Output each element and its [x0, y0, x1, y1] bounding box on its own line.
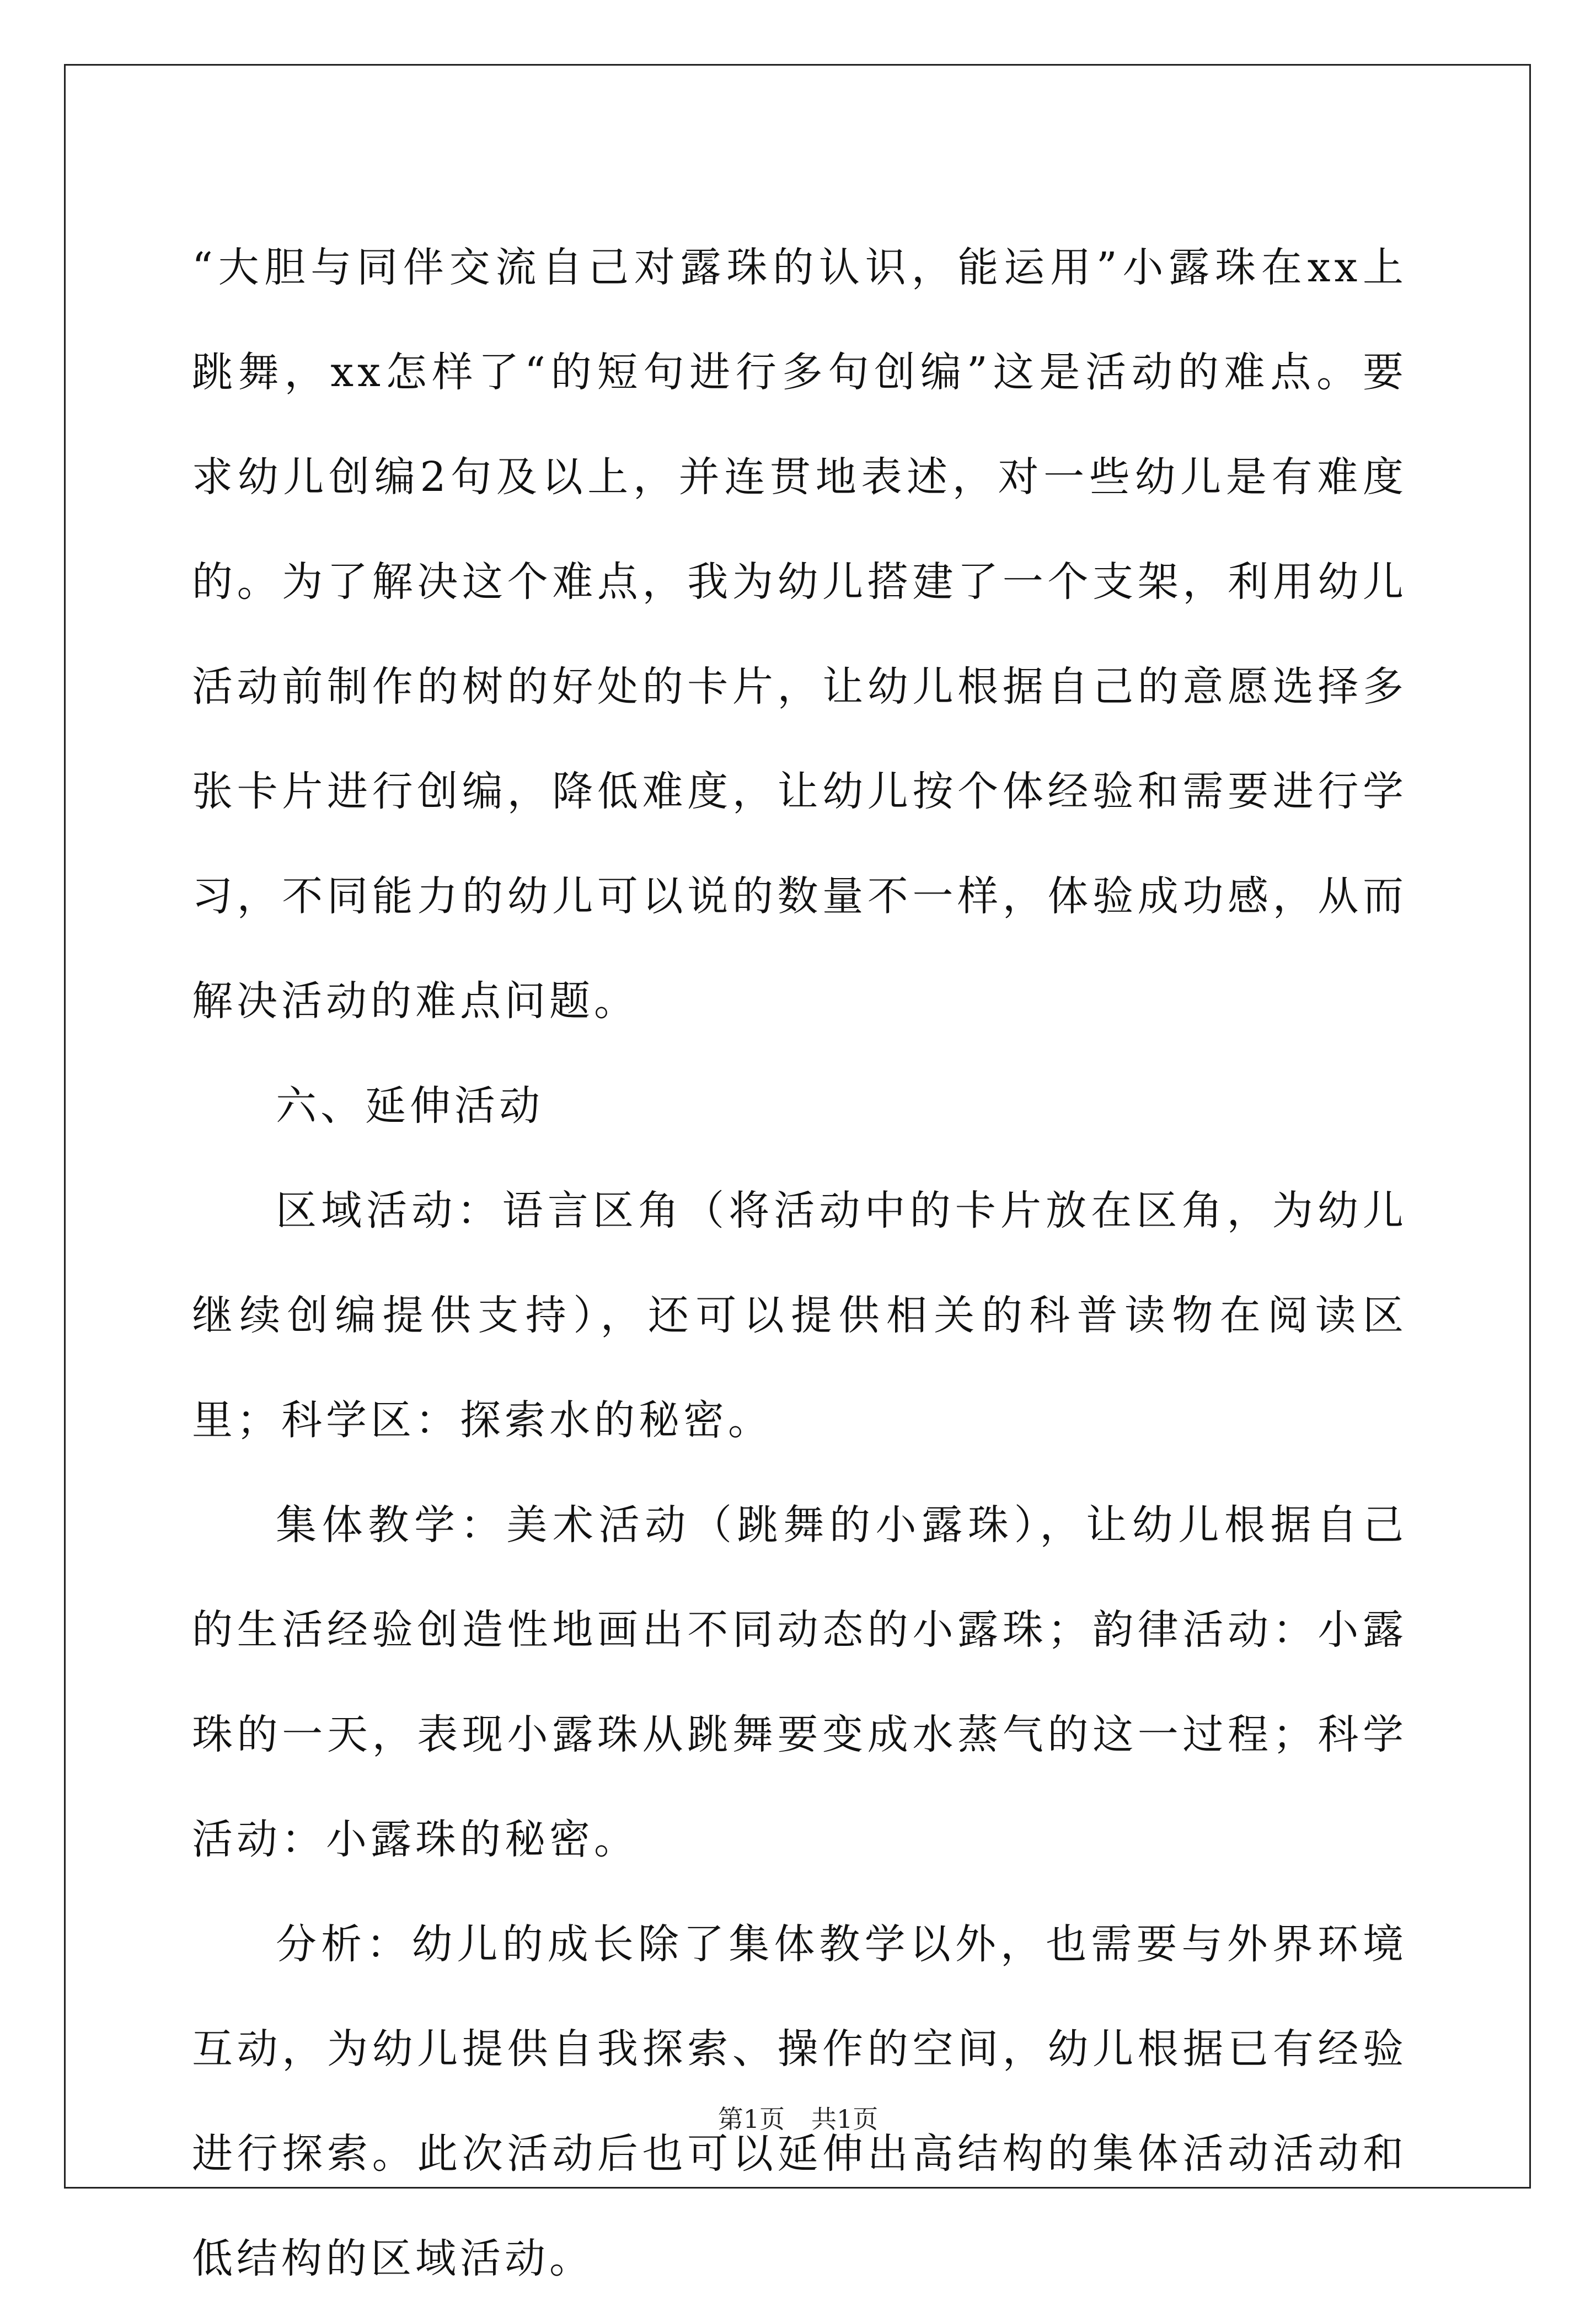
page-footer [0, 2103, 1596, 2136]
paragraph-analysis: 分析：幼儿的成长除了集体教学以外，也需要与外界环境互动，为幼儿提供自我探索、操作的空间，幼儿根据已有经验进行探索。此次活动后也可以延伸出高结构的集体活动活动和低结构的区域活动。 [192, 1921, 1407, 2282]
document-body [192, 215, 1407, 2311]
paragraph-area-activity: 区域活动：语言区角（将活动中的卡片放在区角，为幼儿继续创编提供支持），还可以提供相关的科普读物在阅读区里；科学区：探索水的秘密。 [192, 1187, 1407, 1444]
page-number: 第1页 [717, 2104, 785, 2134]
paragraph-group-teaching: 集体教学：美术活动（跳舞的小露珠），让幼儿根据自己的生活经验创造性地画出不同动态的小露珠；韵律活动：小露珠的一天，表现小露珠从跳舞要变成水蒸气的这一过程；科学活动：小露珠的秘密。 [192, 1501, 1407, 1863]
page-total: 共1页 [811, 2104, 879, 2134]
section-heading-extension: 六、延伸活动 [276, 1082, 544, 1130]
paragraph-difficulty: “大胆与同伴交流自己对露珠的认识，能运用”小露珠在xx上跳舞，xx怎样了“的短句进行多句创编”这是活动的难点。要求幼儿创编2句及以上，并连贯地表述，对一些幼儿是有难度的。为了解决这个难点，我为幼儿搭建了一个支架，利用幼儿活动前制作的树的好处的卡片，让幼儿根据自己的意愿选择多张卡片进行创编，降低难度，让幼儿按个体经验和需要进行学习，不同能力的幼儿可以说的数量不一样，体验成功感，从而解决活动的难点问题。 [192, 244, 1407, 1025]
